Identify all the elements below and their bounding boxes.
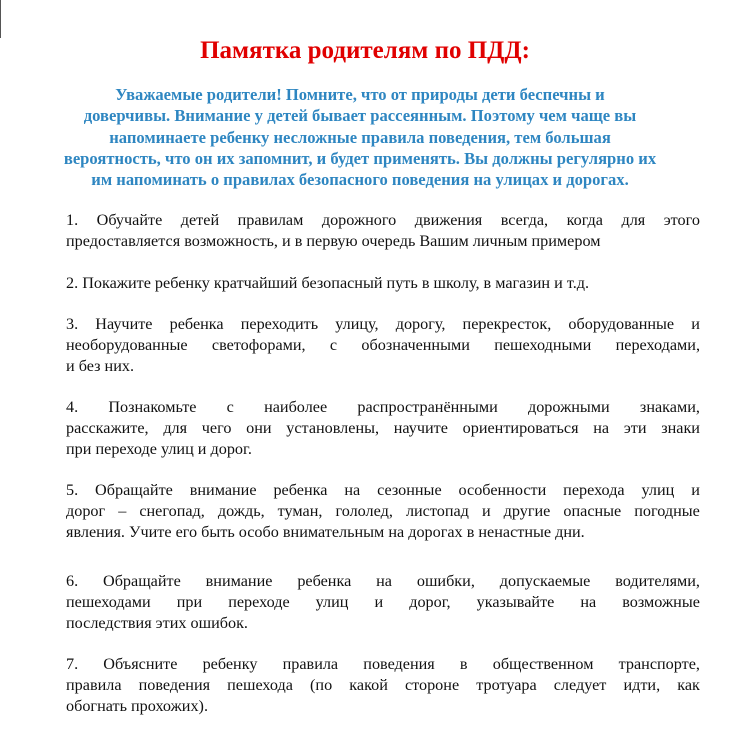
- list-item-6: [66, 571, 700, 634]
- item-line: дорог – снегопад, дождь, туман, гололед, листопад и другие опасные погодные: [66, 502, 700, 520]
- item-line: при переходе улиц и дорог.: [66, 440, 252, 458]
- item-line: 4. Познакомьте с наиболее распространёнными дорожными знаками,: [66, 398, 700, 416]
- intro-line: напоминаете ребенку несложные правила поведения, тем большая: [109, 127, 611, 147]
- list-item-7: [66, 654, 700, 717]
- item-line: 7. Объясните ребенку правила поведения в общественном транспорте,: [66, 655, 700, 673]
- item-line: последствия этих ошибок.: [66, 614, 248, 632]
- list-item-5: [66, 480, 700, 543]
- item-line: обогнать прохожих).: [66, 697, 208, 715]
- list-item-2: [66, 273, 700, 294]
- list-item-1: [66, 210, 700, 252]
- intro-line: им напоминать о правилах безопасного поведения на улицах и дорогах.: [91, 170, 629, 190]
- intro-line: Уважаемые родители! Помните, что от природы дети беспечны и: [115, 85, 605, 104]
- list-item-4: [66, 397, 700, 460]
- item-line: пешеходами при переходе улиц и дорог, указывайте на возможные: [66, 593, 700, 611]
- item-line: 1. Обучайте детей правилам дорожного движения всегда, когда для этого: [66, 211, 700, 229]
- item-line: правила поведения пешехода (по какой стороне тротуара следует идти, как: [66, 676, 700, 694]
- intro-paragraph: [4, 84, 716, 190]
- item-line: и без них.: [66, 357, 135, 375]
- item-line: расскажите, для чего они установлены, научите ориентироваться на эти знаки: [66, 419, 700, 437]
- intro-line: вероятность, что он их запомнит, и будет применять. Вы должны регулярно их: [63, 148, 657, 168]
- item-line: 6. Обращайте внимание ребенка на ошибки, допускаемые водителями,: [66, 572, 700, 590]
- intro-line: доверчивы. Внимание у детей бывает рассеянным. Поэтому чем чаще вы: [83, 106, 637, 126]
- page-title: Памятка родителям по ПДД:: [200, 37, 530, 64]
- item-line: необорудованные светофорами, с обозначенными пешеходными переходами,: [66, 336, 700, 354]
- list-item-3: [66, 314, 700, 377]
- item-line: явления. Учите его быть особо внимательным на дорогах в ненастные дни.: [66, 523, 585, 541]
- item-line: 5. Обращайте внимание ребенка на сезонные особенности перехода улиц и: [66, 481, 700, 499]
- item-line: 3. Научите ребенка переходить улицу, дорогу, перекресток, оборудованные и: [66, 315, 700, 333]
- item-line: предоставляется возможность, и в первую очередь Вашим личным примером: [66, 232, 601, 250]
- item-line: 2. Покажите ребенку кратчайший безопасный путь в школу, в магазин и т.д.: [66, 274, 590, 292]
